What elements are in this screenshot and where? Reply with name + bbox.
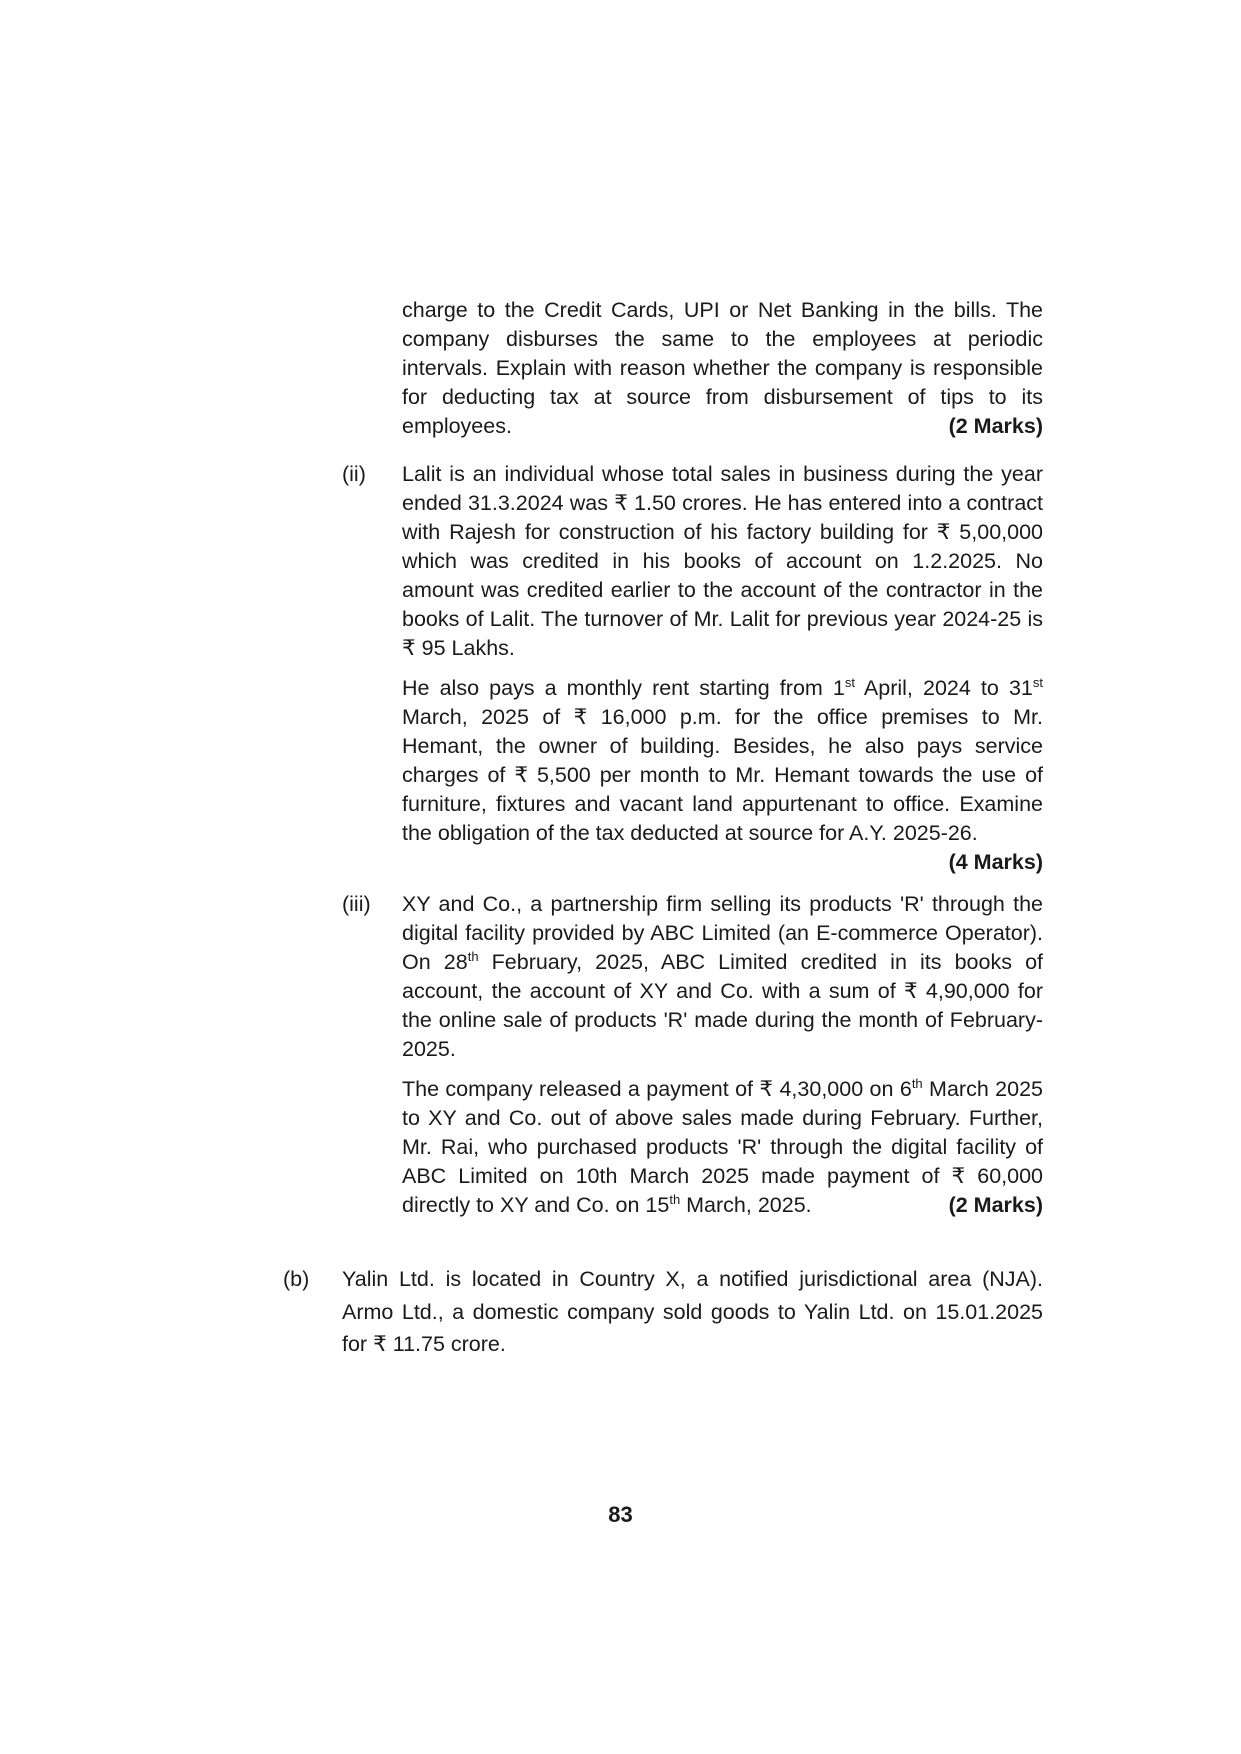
page-number: 83 [608, 1502, 633, 1527]
item-iii-text-1b: February, 2025, ABC Limited credited in its books of account, the account of XY and Co. with a sum of ₹ 4,90,000 for the online sale of products 'R' made during the month of February-2025. [402, 950, 1043, 1061]
item-label-b: (b) [283, 1267, 310, 1291]
superscript: st [1032, 675, 1043, 690]
item-ii-paragraph-1 [402, 460, 1043, 663]
continuation-text: charge to the Credit Cards, UPI or Net Banking in the bills. The company disburses the same to the employees at periodic intervals. Explain with reason whether the company is responsible for deducting tax at source from disbursement of tips to its employees. [402, 298, 1043, 438]
item-iii-text-2b: March 2025 to XY and Co. out of above sales made during February. Further, Mr. Rai, who purchased products 'R' through the digital facility of ABC Limited on 10th March 2025 made payment of ₹ 60,000 directly to XY and Co. on 15 [402, 1077, 1043, 1217]
continuation-paragraph [402, 296, 1043, 441]
marks-label: (2 Marks) [948, 1193, 1043, 1217]
item-iii-text-1a: XY and Co., a partnership firm selling its products 'R' through the digital facility provided by ABC Limited (an E-commerce Operator). On 28 [402, 892, 1043, 974]
item-iii-text-2a: The company released a payment of ₹ 4,30,000 on 6 [402, 1077, 912, 1101]
item-ii-text-2a: He also pays a monthly rent starting from 1 [402, 676, 845, 700]
item-b-text: Yalin Ltd. is located in Country X, a notified jurisdictional area (NJA). Armo Ltd., a domestic company sold goods to Yalin Ltd. on 15.01.2025 for ₹ 11.75 crore. [342, 1267, 1043, 1356]
item-iii-paragraph-2 [402, 1075, 1043, 1220]
item-iii-paragraph-1 [402, 890, 1043, 1064]
superscript: th [669, 1192, 681, 1207]
item-ii-text-2b: April, 2024 to 31 [855, 676, 1033, 700]
item-ii-text-2c: March, 2025 of ₹ 16,000 p.m. for the office premises to Mr. Hemant, the owner of building. Besides, he also pays service charges of ₹ 5,500 per month to Mr. Hemant towards the use of furniture, fixtures and vacant land appurtenant to office. Examine the obligation of the tax deducted at source for A.Y. 2025-26. [402, 705, 1043, 845]
item-label-ii: (ii) [342, 462, 366, 486]
item-ii-text-1: Lalit is an individual whose total sales in business during the year ended 31.3.2024 was ₹ 1.50 crores. He has entered into a contract with Rajesh for construction of his factory building for ₹ 5,00,000 which was credited in his books of account on 1.2.2025. No amount was credited earlier to the account of the contractor in the books of Lalit. The turnover of Mr. Lalit for previous year 2024-25 is ₹ 95 Lakhs. [402, 462, 1043, 660]
superscript: th [467, 949, 479, 964]
item-ii-paragraph-2 [402, 674, 1043, 877]
superscript: st [844, 675, 855, 690]
item-b-paragraph [342, 1263, 1043, 1361]
item-iii-text-2c: March, 2025. [680, 1193, 812, 1217]
item-label-iii: (iii) [342, 892, 371, 916]
marks-label: (2 Marks) [948, 414, 1043, 438]
marks-label: (4 Marks) [948, 850, 1043, 874]
superscript: th [911, 1076, 923, 1091]
